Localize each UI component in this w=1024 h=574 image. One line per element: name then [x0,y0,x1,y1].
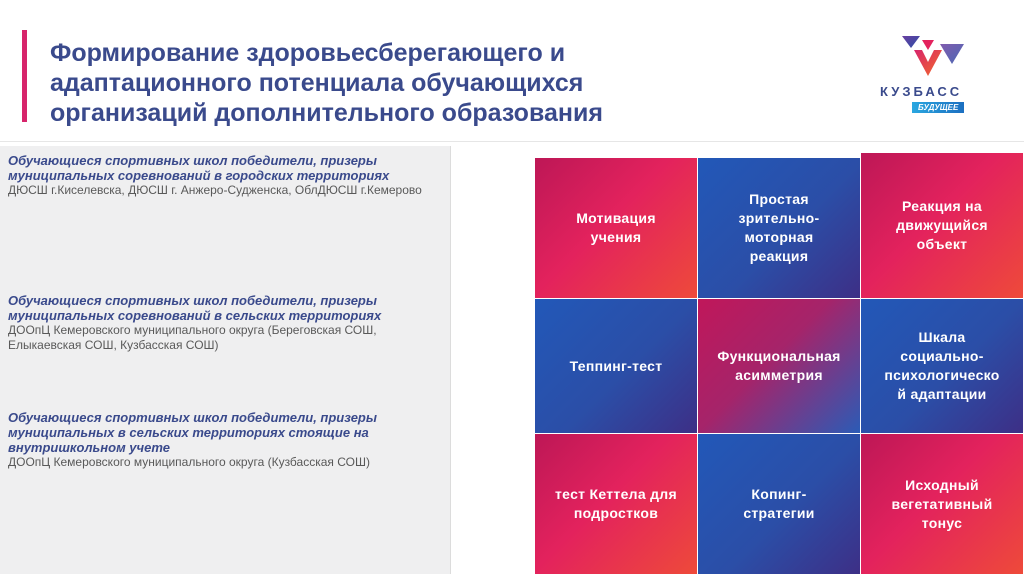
panel-divider [450,146,451,574]
tile-functional-asymmetry: Функциональная асимметрия [698,299,860,433]
left-text-panel [0,146,450,574]
list-item [8,293,438,353]
tile-tapping-test: Теппинг-тест [535,299,697,433]
tile-motivation: Мотивация учения [535,158,697,298]
block-heading: Обучающиеся спортивных школ победители, призеры муниципальных соревнований в сельских территориях [8,293,382,323]
header-accent-bar [22,30,27,122]
tile-moving-object-reaction: Реакция на движущийся объект [861,153,1023,298]
kuzbass-logo-icon [858,30,1004,86]
block-heading: Обучающиеся спортивных школ победители, призеры муниципальных в сельских территориях стоящие на внутришкольном учете [8,410,377,455]
block-body: ДООпЦ Кемеровского муниципального округа (Кузбасская СОШ) [8,455,370,469]
tile-vegetative-tone: Исходный вегетативный тонус [861,434,1023,574]
tile-cattell-test: тест Кеттела для подростков [535,434,697,574]
list-item [8,153,438,198]
logo-wordmark: КУЗБАСС [880,84,963,99]
tile-simple-reaction: Простая зрительно- моторная реакция [698,158,860,298]
block-body: ДЮСШ г.Киселевска, ДЮСШ г. Анжеро-Судженска, ОблДЮСШ г.Кемерово [8,183,422,197]
kuzbass-logo [858,30,1004,130]
tile-coping-strategies: Копинг- стратегии [698,434,860,574]
tile-adaptation-scale: Шкала социально- психологическо й адаптации [861,299,1023,433]
block-body: ДООпЦ Кемеровского муниципального округа (Береговская СОШ, Елыкаевская СОШ, Кузбасская СОШ) [8,323,377,352]
block-heading: Обучающиеся спортивных школ победители, призеры муниципальных соревнований в городских территориях [8,153,390,183]
page-title: Формирование здоровьесберегающего и адаптационного потенциала обучающихся организаций дополнительного образования [50,39,603,127]
logo-subtitle: БУДУЩЕЕ [912,102,964,113]
list-item [8,410,438,470]
header-divider [0,141,1024,142]
